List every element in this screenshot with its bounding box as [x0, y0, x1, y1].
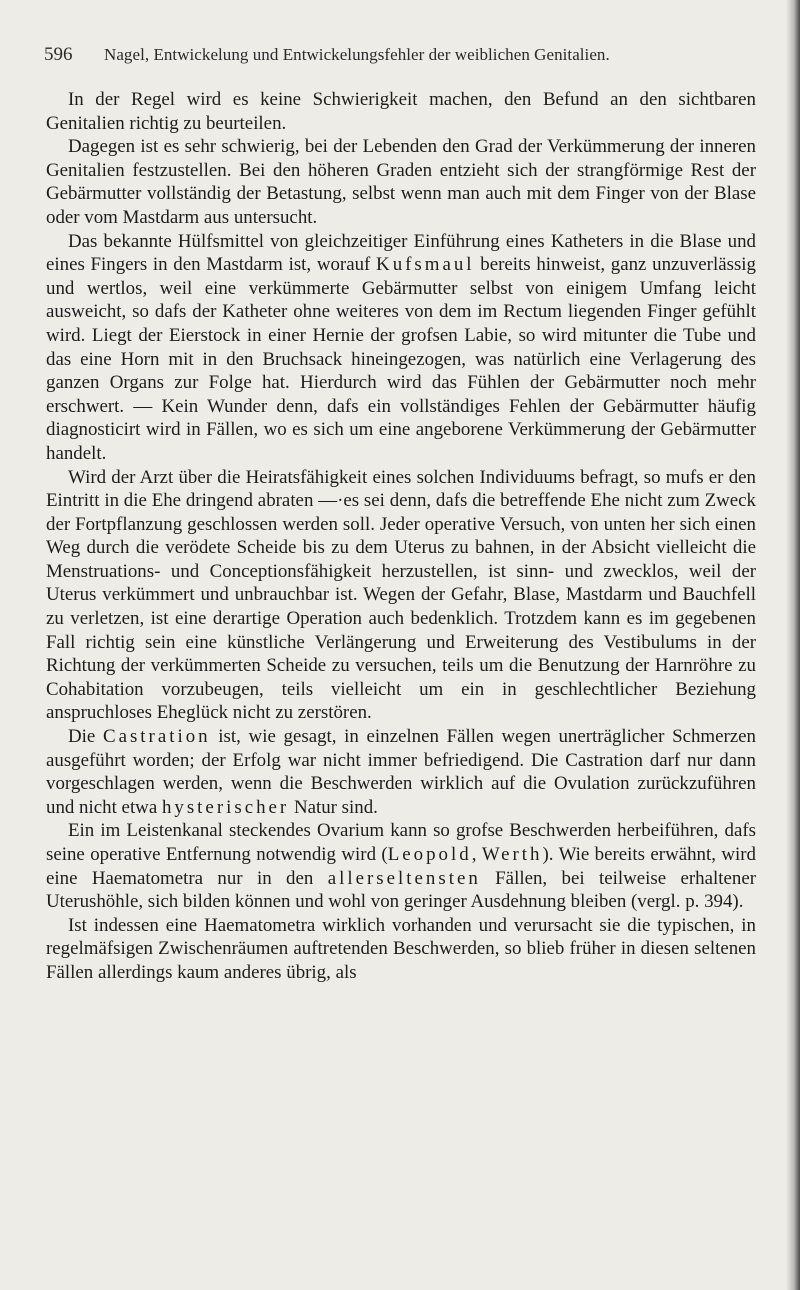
paragraph-3	[46, 230, 756, 466]
term-castration: Castration	[102, 726, 211, 748]
paragraph-1: In der Regel wird es keine Schwierigkeit machen, den Befund an den sichtbaren Genitalien richtig zu beurteilen.	[46, 89, 756, 134]
author-name-kussmaul: Kufsmaul	[376, 254, 475, 276]
paragraph-2: Dagegen ist es sehr schwierig, bei der Lebenden den Grad der Verkümmerung der inneren Genitalien festzustellen. Bei den höheren Graden entzieht sich der strangförmige Rest der Gebärmutter vollständig der Betastung, selbst wenn man auch mit dem Finger von der Blase oder vom Mastdarm aus untersucht.	[46, 136, 756, 228]
paragraph-6	[46, 819, 756, 913]
page-number: 596	[44, 44, 73, 65]
running-title: Nagel, Entwickelung und Entwickelungsfehler der weiblichen Genitalien.	[104, 45, 610, 64]
body-text	[46, 88, 756, 985]
paragraph-6-text-c: ). Wie bereits erwähnt, wird eine Haematometra nur in den	[46, 844, 756, 889]
term-allerseltensten: allerseltensten	[327, 867, 481, 889]
paragraph-4: Wird der Arzt über die Heiratsfähigkeit eines solchen Individuums befragt, so mufs er den Eintritt in die Ehe dringend abraten —·es sei denn, dafs die betreffende Ehe nicht zum Zweck der Fortpflanzung geschlossen werden soll. Jeder operative Versuch, von unten her sich einen Weg durch die verödete Scheide bis zu dem Uterus zu bahnen, in der Absicht vielleicht die Menstruations- und Conceptionsfähigkeit herzustellen, ist sinn- und zwecklos, weil der Uterus verkümmert und unbrauchbar ist. Wegen der Gefahr, Blase, Mastdarm und Bauchfell zu verletzen, ist eine derartige Operation auch bedenklich. Trotzdem kann es im gegebenen Fall richtig sein eine künstliche Verlängerung und Erweiterung des Vestibulums in der Richtung der verkümmerten Scheide zu versuchen, teils um die Benutzung der Harnröhre zu Cohabitation vorzubeugen, teils vielleicht um ein in geschlechtlicher Beziehung anspruchloses Eheglück nicht zu zerstören.	[46, 466, 756, 724]
page-header	[44, 44, 756, 68]
author-name-werth: Werth	[481, 844, 543, 865]
paragraph-6-text-b: ,	[471, 844, 482, 865]
paragraph-5	[46, 725, 756, 819]
paragraph-5-text-b: ist, wie gesagt, in einzelnen Fällen wegen unerträglicher Schmerzen ausgeführt worden; der Erfolg war nicht immer befriedigend. Die Castration darf nur dann vorgeschlagen werden, wenn die Beschwerden wirklich auf die Ovulation zurückzuführen und nicht etwa	[46, 726, 757, 818]
paragraph-6-text-a: Ein im Leistenkanal steckendes Ovarium kann so grofse Beschwerden herbeiführen, dafs seine operative Entfernung notwendig wird (	[46, 820, 756, 865]
paragraph-5-text-c: Natur sind.	[289, 796, 378, 818]
page-edge-shadow	[786, 0, 800, 1290]
paragraph-6-text-d: Fällen, bei teilweise erhaltener Uterushöhle, sich bilden können und wohl von geringer Ausdehnung bleiben (vergl. p. 394).	[46, 867, 756, 913]
paragraph-3-text-b: bereits hinweist, ganz unzuverlässig und wertlos, weil eine verkümmerte Gebärmutter selbst von einigem Umfang leicht ausweicht, so dafs der Katheter ohne weiteres von dem im Rectum liegenden Finger gefühlt wird. Liegt der Eierstock in einer Hernie der grofsen Labie, so wird mitunter die Tube und das eine Horn mit in den Bruchsack hineingezogen, was natürlich eine Verlagerung des ganzen Organs zur Folge hat. Hierdurch wird das Fühlen der Gebärmutter noch mehr erschwert. — Kein Wunder denn, dafs ein vollständiges Fehlen der Gebärmutter häufig diagnosticirt wird in Fällen, wo es sich um eine angeborene Verkümmerung der Gebärmutter handelt.	[46, 254, 756, 464]
term-hysterischer: hysterischer	[161, 796, 290, 818]
author-name-leopold: Leopold	[387, 844, 472, 865]
paragraph-7: Ist indessen eine Haematometra wirklich vorhanden und verursacht sie die typischen, in regelmäfsigen Zwischenräumen auftretenden Beschwerden, so blieb früher in diesen seltenen Fällen allerdings kaum anderes übrig, als	[46, 914, 756, 983]
paragraph-3-text-a: Das bekannte Hülfsmittel von gleichzeitiger Einführung eines Katheters in die Blase und eines Fingers in den Mastdarm ist, worauf	[46, 230, 756, 276]
paragraph-5-text-a: Die	[68, 726, 103, 748]
